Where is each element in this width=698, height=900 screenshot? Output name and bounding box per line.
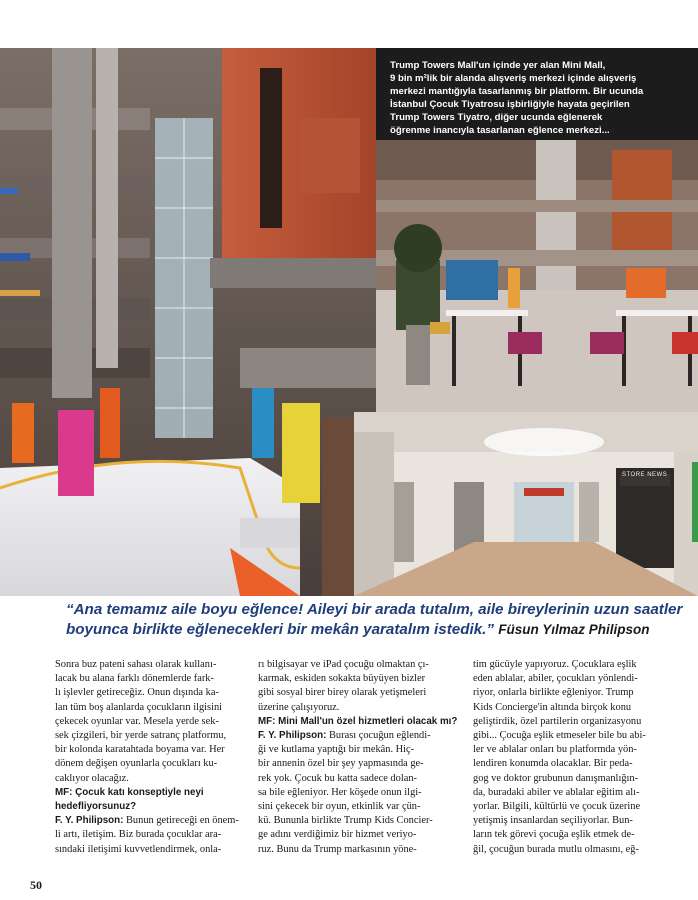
- answer-text: Bunun getireceği en önem-: [123, 815, 239, 827]
- body-line: çekecek oyunlar var. Mesela yerde sek-: [55, 715, 219, 727]
- body-line: rek yok. Çocuk bu katta sadece dolan-: [258, 772, 417, 784]
- photo-caption: [376, 48, 698, 140]
- quote-line-text: boyunca birlikte eğlenecekleri bir mekân yaratalım istedik.”: [66, 621, 494, 638]
- body-line: ğil, çocuğun burada mutlu olmasını, eğ-: [473, 843, 639, 855]
- body-line: rı bilgisayar ve iPad çocuğu olmaktan çı-: [258, 659, 429, 670]
- corridor-photo: [354, 412, 698, 596]
- question-line: MF: Mini Mall'un özel hizmetleri olacak mı?: [258, 715, 458, 727]
- text-column-2: [258, 658, 458, 857]
- caption-line: öğrenme inancıyla tasarlanan eğlence merkezi...: [390, 125, 610, 136]
- caption-line: Trump Towers Mall'un içinde yer alan Mini Mall,: [390, 60, 606, 71]
- text-column-3: [473, 658, 648, 857]
- store-sign: STORE NEWS: [622, 472, 668, 478]
- body-line: sa bile eğleniyor. Her köşede onun ilgi-: [258, 786, 422, 798]
- speaker-label: F. Y. Philipson:: [55, 815, 124, 827]
- body-line: sini çekecek bir oyun, etkinlik var çün-: [258, 801, 421, 813]
- body-line: ği ve kutlama yaptığı bir mekân. Hiç-: [258, 744, 415, 756]
- question-line: MF: Çocuk katı konseptiyle neyi: [55, 786, 204, 798]
- body-line: Sonra buz pateni sahası olarak kullanı-: [55, 659, 217, 670]
- caption-line: Trump Towers Tiyatro, diğer ucunda eğlenerek: [390, 112, 603, 123]
- body-line: ruz. Bunu da Trump markasının yöne-: [258, 843, 417, 855]
- body-line: ge adını verdiğimiz bir hizmet veriyo-: [258, 829, 417, 841]
- body-line: gibi... Çocuğa eşlik etmeseler bile bu abi-: [473, 730, 646, 742]
- body-line: lan tüm boş alanlarda çocukların ilgisini: [55, 701, 223, 713]
- body-line: gog ve doktor grubunun danışmanlığın-: [473, 772, 639, 784]
- question-line: hedefliyorsunuz?: [55, 801, 137, 813]
- body-line: sek çizgileri, bir yerde satranç platformu,: [55, 730, 227, 742]
- body-line: dönem değişen oyunlarla çocukları ku-: [55, 758, 218, 770]
- body-line: lendiren konumda olacaklar. Bir peda-: [473, 758, 633, 770]
- photo-area: [0, 48, 698, 596]
- body-line: karmak, eskiden sokakta büyüyen bizler: [258, 673, 426, 685]
- body-line: eden ablalar, abiler, çocukları yönlendi-: [473, 673, 638, 685]
- quote-line-2: [66, 620, 686, 640]
- cafe-photo: [376, 140, 698, 412]
- body-line: kü. Bununla birlikte Trump Kids Concier-: [258, 815, 433, 827]
- caption-line: 9 bin m²lik bir alanda alışveriş merkezi içinde alışveriş: [390, 73, 637, 84]
- body-line: gibi sosyal birer birey olarak yetişmeleri: [258, 687, 427, 699]
- body-line: üzerine çalışıyoruz.: [258, 701, 340, 713]
- speaker-label: F. Y. Philipson:: [258, 730, 327, 742]
- text-column-1: [55, 658, 245, 857]
- body-line: lacak bu alana farklı dönemlerde fark-: [55, 673, 214, 685]
- body-line: caklıyor olacağız.: [55, 772, 129, 784]
- body-line: ler ve ablalar onları bu platformda yön-: [473, 744, 637, 756]
- body-line: bir annenin özel bir şey yapmasında ge-: [258, 758, 424, 770]
- quote-author: Füsun Yılmaz Philipson: [498, 622, 650, 637]
- quote-line: “Ana temamız aile boyu eğlence! Aileyi bir arada tutalım, aile bireylerinin uzun saatler: [66, 601, 683, 618]
- body-line: li artı, iletişim. Biz burada çocuklar ara-: [55, 829, 222, 841]
- body-line: tim gücüyle yapıyoruz. Çocuklara eşlik: [473, 659, 637, 670]
- body-line: ların tek görevi çocuğa eşlik etmek de-: [473, 829, 635, 841]
- answer-text: Burası çocuğun eğlendi-: [326, 730, 431, 742]
- body-line: da, buradaki abiler ve ablalar eğitim alı-: [473, 786, 640, 798]
- body-line: yetişmiş insanlardan seçiliyorlar. Bun-: [473, 815, 633, 827]
- answer-line: [55, 814, 245, 828]
- body-line: riyor, onlarla birlikte eğleniyor. Trump: [473, 687, 634, 699]
- pull-quote: [66, 600, 686, 640]
- body-line: sındaki iletişimi kuvvetlendirmek, onla-: [55, 843, 222, 855]
- page-number: 50: [30, 878, 42, 892]
- answer-line: [258, 729, 458, 743]
- body-line: lı işlevler getireceğiz. Onun dışında ka-: [55, 687, 219, 699]
- atrium-photo: [0, 48, 376, 596]
- body-line: Kids Concierge'in altında birçok konu: [473, 701, 632, 713]
- body-line: bir kolonda karatahtada boyama var. Her: [55, 744, 225, 756]
- caption-line: merkezi mantığıyla tasarlanmış bir platform. Bir ucunda: [390, 86, 644, 97]
- body-line: geliştirdik, özel partilerin organizasyonu: [473, 715, 642, 727]
- body-line: yorlar. Bilgili, kültürlü ve çocuk üzerine: [473, 801, 641, 813]
- caption-line: İstanbul Çocuk Tiyatrosu işbirliğiyle hayata geçirilen: [390, 99, 630, 110]
